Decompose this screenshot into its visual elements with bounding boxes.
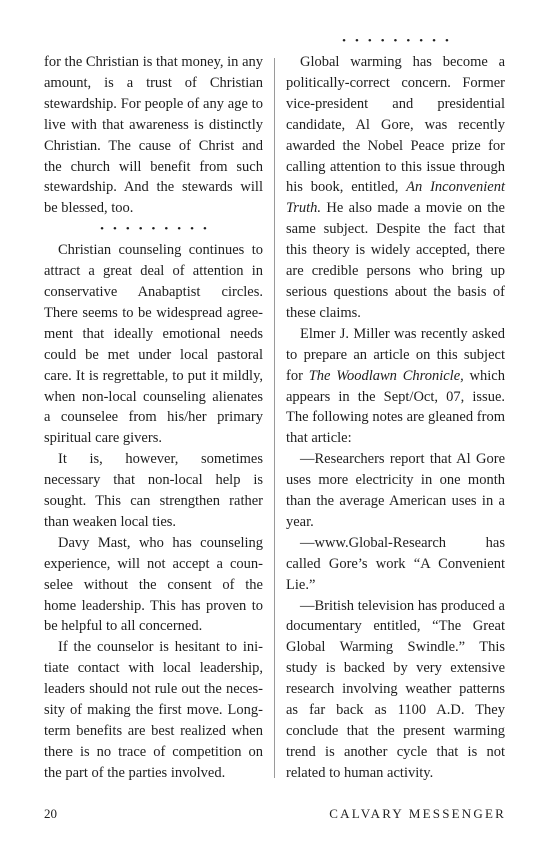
note-global-research: —www.Global-Research has called Gore’s work “A Convenient Lie.” — [286, 534, 505, 593]
section-separator: ••••••••• — [100, 223, 216, 236]
paragraph-elmer-miller — [286, 324, 505, 449]
paragraph-non-local-help: It is, however, sometimes necessary that non-local help is sought. This can strengthen rather than weaken local ties. — [44, 451, 263, 530]
note-british-television: —British television has produced a documentary entitled, “The Great Global Warming Swindle.” This study is backed by very extensive research involving weather patterns as far back as 1100 A.D. They conclude that the present warming trend is another cycle that is not related to human activity. — [286, 597, 505, 781]
left-column — [44, 52, 263, 784]
book-title: An Inconvenient Truth. — [286, 179, 505, 217]
section-separator: ••••••••• — [342, 35, 458, 47]
publication-title: The Woodlawn Chronicle, — [308, 367, 464, 384]
text-segment: Global warming has become a politically-correct concern. Former vice-president and presidential candidate, Al Gore, was recently awarded the Nobel Peace prize for calling attention to this issue through his book, entitled, — [286, 54, 505, 196]
note-electricity: —Researchers report that Al Gore uses more electricity in one month than the average American uses in a year. — [286, 451, 505, 530]
right-column — [286, 35, 505, 784]
paragraph-stewardship-end: for the Christian is that money, in any amount, is a trust of Christian stewardship. For people of any age to live with that awareness is distinctly Christian. The cause of Christ and the church will benefit from such stewardship. And the stewards will be blessed, too. — [44, 54, 263, 217]
text-segment: He also made a movie on the same subject. Despite the fact that this theory is widely accepted, there are credible persons who bring up serious questions about the basis of these claims. — [286, 200, 505, 321]
text-segment: Elmer J. Miller was recently asked to prepare an article on this subject for — [286, 325, 505, 384]
text-segment: which appears in the Sept/Oct, 07, issue. The following notes are gleaned from that article: — [286, 367, 505, 447]
publication-name: CALVARY MESSENGER — [329, 806, 506, 821]
page-number: 20 — [44, 806, 57, 821]
paragraph-global-warming — [286, 52, 505, 324]
paragraph-counseling-intro: Christian counseling continues to attract a great deal of attention in conservative Anabaptist circles. There seems to be widespread agreement that ideally emotional needs could be met under local pastoral care. It is regrettable, to put it mildly, when non-local counseling alienates a counselee from his/her primary spiritual care givers. — [44, 242, 263, 447]
paragraph-davy-mast: Davy Mast, who has counseling experience, will not accept a counselee without the consent of the home leadership. This has proven to be helpful to all concerned. — [44, 534, 263, 635]
column-divider — [274, 58, 275, 778]
paragraph-counselor-hesitant: If the counselor is hesitant to initiate contact with local leadership, leaders should not rule out the necessity of making the first move. Long-term benefits are best realized when there is no trace of competition on the part of the parties involved. — [44, 639, 263, 781]
